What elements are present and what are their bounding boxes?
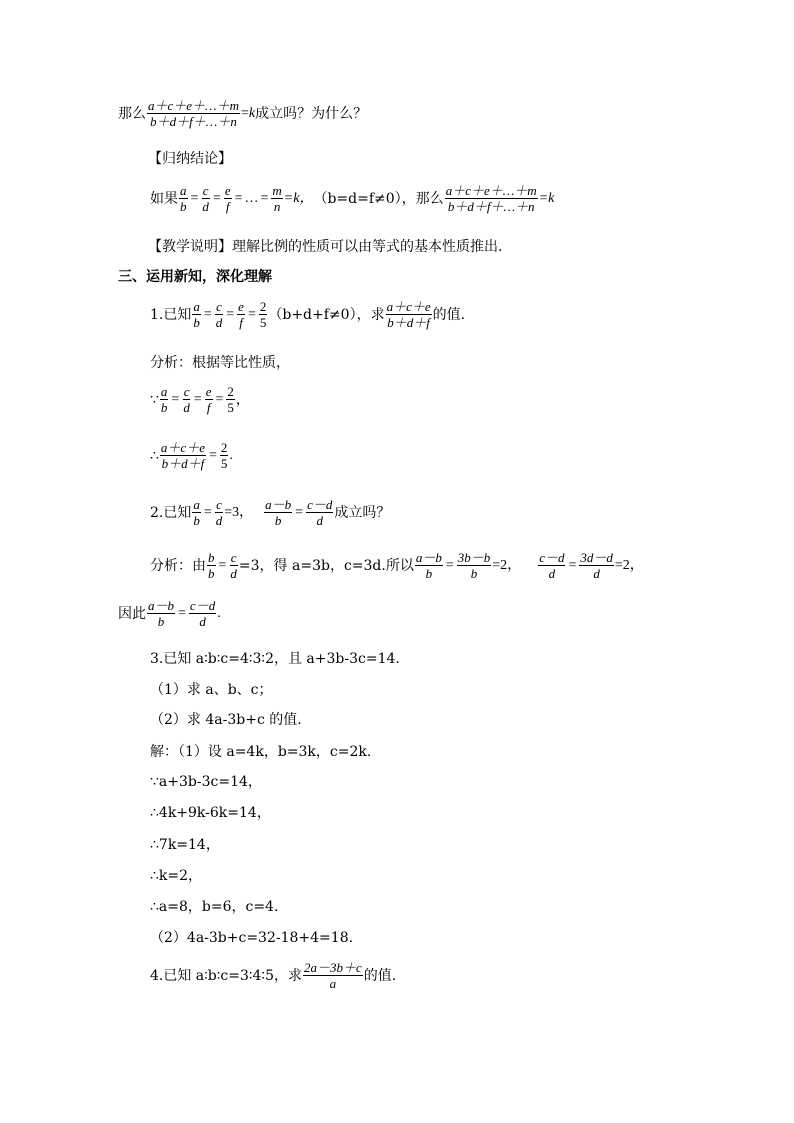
fraction [182,384,191,415]
equals-sign: = [234,190,243,206]
solution-3-line2: ∵a+3b-3c=14， [150,774,262,790]
fraction-numerator: a [160,384,168,399]
fraction-denominator: b＋d＋f [161,456,205,471]
fraction-denominator: 5 [220,456,228,471]
question-1 [150,299,465,330]
fraction-numerator: c [202,183,209,198]
equals-sign: = [568,557,577,573]
equals-sign: = [215,391,224,407]
fraction-numerator: a [180,183,187,198]
fraction-numerator: 2a－3b＋c [303,960,362,975]
fraction-numerator: c [230,550,237,565]
fraction-denominator: 5 [227,400,234,415]
equals-sign: = [218,557,227,573]
fraction-denominator: b [193,513,200,528]
a2-mid: =3，得 a=3b，c=3d.所以 [238,557,414,574]
question-3-line3: （2）求 4a-3b+c 的值. [150,712,302,728]
fraction-denominator: d [202,199,209,214]
fraction-numerator: c [216,299,222,314]
solution-3-line6: ∴a=8，b=6，c=4. [150,899,279,915]
equals-sign: = [203,306,212,322]
comma: ， [235,391,250,408]
fraction [264,497,292,528]
fraction-denominator: b＋d＋f [387,315,430,330]
section-title: 三、运用新知，深化理解 [118,269,272,285]
therefore-symbol: ∴ [150,447,159,464]
fraction-denominator: d [215,315,223,330]
fraction-numerator: a [193,299,200,314]
fraction-denominator: b [208,566,215,581]
fraction [205,384,213,415]
analysis-1-line1: 分析：根据等比性质， [150,355,290,371]
a2-eq2a: =2， [492,557,522,573]
fraction-numerator: 3d－d [580,550,613,565]
question-3-line2: （1）求 a、b、c； [150,682,273,698]
fraction-numerator: a－b [265,497,292,512]
equals-sign: = [208,447,217,463]
fraction-denominator: d [548,566,556,581]
fraction-denominator: b [193,315,200,330]
conclusion-prefix: 如果 [150,190,178,207]
fraction-numerator: e [224,183,231,198]
fraction-numerator: 2 [259,299,267,314]
solution-3-line5: ∴k=2， [150,868,203,884]
fraction-numerator: e [205,384,212,399]
fraction-denominator: b [425,566,433,581]
q2-prefix: 2.已知 [150,504,192,521]
analysis-2-line2 [118,598,221,629]
fraction-denominator: b [157,614,165,629]
fraction-numerator: a－b [415,550,442,565]
a2-eq2b: =2， [614,557,644,573]
fraction-numerator: c－d [539,550,565,565]
fraction-numerator: a＋c＋e [160,440,205,455]
fraction [189,598,216,629]
ellipsis: … [244,190,259,206]
question-2 [150,497,390,528]
analysis-1-therefore [150,440,233,471]
fraction [386,299,432,330]
solution-3-line1: 解：（1）设 a=4k，b=3k，c=2k. [150,744,372,760]
q2-eq3: =3， [224,504,254,520]
fraction [306,497,333,528]
fraction-denominator: f [225,199,230,214]
fraction [215,299,224,330]
q1-suffix: 的值. [432,306,466,323]
analysis-1-because [150,384,250,415]
fraction-numerator: a＋c＋e [386,299,431,314]
q1-prefix: 1.已知 [150,306,192,323]
fraction-denominator: f [239,315,243,330]
solution-3-line7: （2）4a-3b+c=32-18+4=18. [150,930,354,946]
fraction [579,550,614,581]
fraction-denominator: 5 [259,315,267,330]
fraction-numerator: b [208,550,215,565]
fraction [160,384,169,415]
fraction-numerator: c [216,497,222,512]
equals-sign: = [203,504,212,520]
fraction [215,497,224,528]
fraction-denominator: f [206,400,211,415]
fraction-denominator: d [215,513,223,528]
equals-sign: = [190,190,199,206]
analysis-2-line1 [150,550,644,581]
fraction-denominator: b [274,513,282,528]
question-3-line1: 3.已知 a∶b∶c=4∶3∶2，且 a+3b-3c=14. [150,651,400,667]
a2-line2-prefix: 因此 [118,605,146,622]
equals-sign: = [226,306,235,322]
fraction-numerator: m [272,183,282,198]
fraction-numerator: c－d [189,598,216,613]
equals-sign: = [445,557,454,573]
fraction-denominator: d [316,513,323,528]
intro-suffix: 成立吗？为什么？ [255,105,368,122]
fraction [259,299,268,330]
fraction [271,183,282,214]
fraction-denominator: d [593,566,600,581]
fraction-denominator: n [273,199,281,214]
intro-k: k [248,105,256,121]
period: . [217,605,221,621]
fraction [192,497,201,528]
fraction-numerator: 2 [227,384,234,399]
fraction-denominator: b＋d＋f＋…＋n [150,114,237,129]
intro-prefix: 那么 [118,105,146,122]
equals-sign: = [193,391,202,407]
fraction-denominator: d [230,566,237,581]
fraction-denominator: b [180,199,187,214]
fraction [415,550,443,581]
fraction [192,299,201,330]
conclusion-eq-k: =k， [283,190,314,206]
equals-sign: = [212,190,221,206]
fraction [445,183,538,214]
q4-suffix: 的值. [363,967,397,984]
equals-sign: = [260,190,269,206]
fraction-numerator: c－d [307,497,333,512]
teaching-note: 【教学说明】理解比例的性质可以由等式的基本性质推出. [148,239,503,255]
because-symbol: ∵ [150,391,159,408]
question-4 [150,960,396,991]
intro-line [118,98,367,129]
fraction [207,550,216,581]
fraction [237,299,245,330]
fraction-numerator: a＋c＋e＋…＋m [148,98,239,113]
solution-3-line4: ∴7k=14， [150,837,220,853]
fraction [457,550,492,581]
fraction-numerator: a＋c＋e＋…＋m [445,183,537,198]
fraction-denominator: a [329,976,337,991]
equals-sign: = [171,391,180,407]
fraction [538,550,565,581]
fraction [229,550,238,581]
fraction-denominator: b [160,400,168,415]
fraction [226,384,235,415]
fraction-denominator: d [199,614,206,629]
fraction-numerator: a－b [148,598,175,613]
q1-condition: （b+d+f≠0），求 [268,306,385,323]
fraction [147,598,175,629]
q2-suffix: 成立吗？ [334,504,391,521]
intro-eq: = [241,105,249,121]
fraction-denominator: b [470,566,478,581]
equals-sign: = [295,504,304,520]
fraction [224,183,232,214]
equals-sign: = [178,605,186,621]
fraction [160,440,206,471]
fraction-denominator: b＋d＋f＋…＋n [447,199,535,214]
conclusion-end: =k [538,190,555,206]
fraction [220,440,229,471]
solution-3-line3: ∴4k+9k-6k=14， [150,805,271,821]
fraction-numerator: c [183,384,190,399]
fraction-denominator: d [183,400,190,415]
fraction [303,960,363,991]
fraction-numerator: 2 [220,440,228,455]
equals-sign: = [247,306,256,322]
intro-fraction [147,98,240,129]
fraction-numerator: a [193,497,200,512]
conclusion-condition: （b=d=f≠0），那么 [313,190,444,207]
conclusion-formula [150,183,554,214]
a2-prefix: 分析：由 [150,557,206,574]
fraction-numerator: e [238,299,244,314]
fraction-numerator: 3b－b [457,550,491,565]
period: . [229,447,233,463]
fraction [179,183,188,214]
conclusion-heading: 【归纳结论】 [148,151,232,167]
fraction [201,183,210,214]
q4-prefix: 4.已知 a∶b∶c=3∶4∶5，求 [150,967,302,984]
